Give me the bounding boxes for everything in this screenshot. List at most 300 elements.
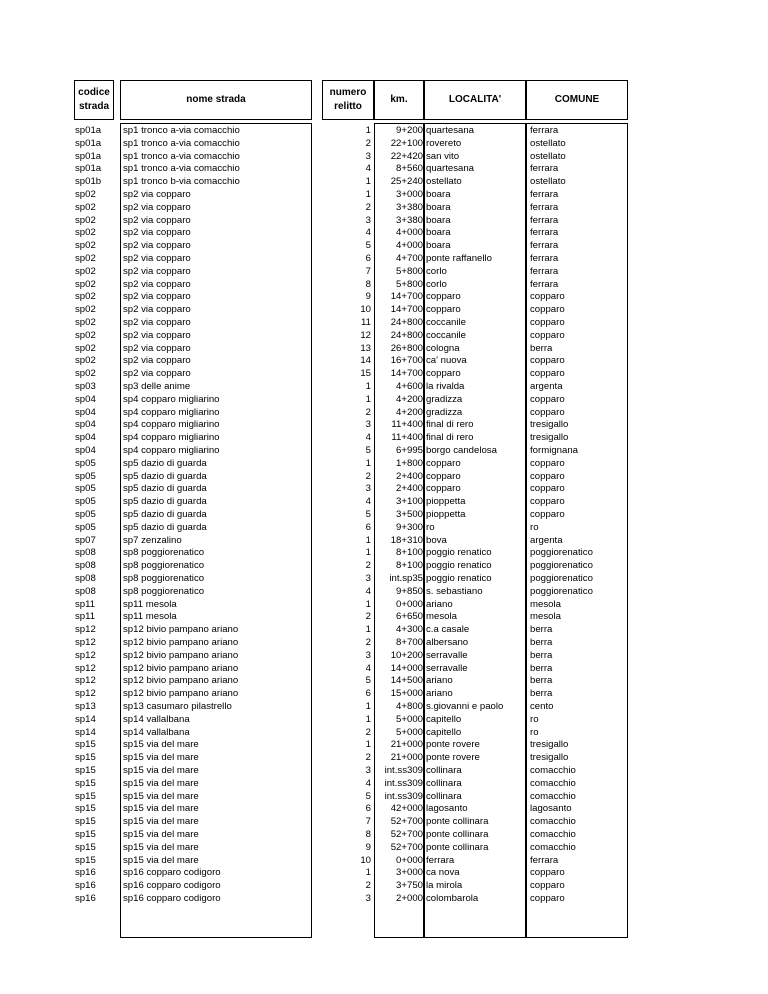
cell-km: 24+800 (390, 317, 423, 328)
cell-codice-strada: sp11 (75, 611, 96, 623)
cell-numero-relitto: 2 (365, 752, 371, 764)
table-row (75, 586, 740, 599)
cell-km: 52+700 (390, 816, 423, 828)
cell-codice-strada: sp15 (75, 803, 96, 815)
table-row (75, 355, 740, 368)
table-row (75, 227, 740, 240)
cell-km: 14+700 (390, 291, 423, 303)
cell-numero-relitto: 8 (365, 829, 371, 840)
table-row (75, 432, 740, 445)
cell-codice-strada: sp15 (75, 816, 96, 828)
table-row (75, 163, 740, 176)
table-row (75, 573, 740, 586)
cell-nome-strada: sp2 via copparo (123, 317, 191, 328)
cell-localita: pioppetta (426, 496, 466, 508)
cell-comune: formignana (530, 445, 578, 456)
cell-codice-strada: sp02 (75, 265, 96, 277)
cell-numero-relitto: 2 (365, 726, 371, 738)
cell-km: 4+200 (396, 406, 423, 418)
cell-numero-relitto: 9 (365, 291, 371, 303)
cell-nome-strada: sp2 via copparo (123, 214, 191, 226)
cell-codice-strada: sp14 (75, 726, 96, 738)
cell-km: 0+000 (396, 854, 423, 866)
cell-localita: ponte collinara (426, 829, 489, 840)
cell-codice-strada: sp16 (75, 893, 96, 904)
cell-km: 8+560 (396, 163, 423, 175)
cell-nome-strada: sp12 bivio pampano ariano (123, 662, 239, 674)
cell-codice-strada: sp11 (75, 598, 96, 610)
cell-comune: ro (530, 726, 539, 738)
cell-km: 8+100 (396, 560, 423, 572)
table-row (75, 240, 740, 253)
table-row (75, 368, 740, 381)
table-row (75, 151, 740, 164)
cell-nome-strada: sp8 poggiorenatico (123, 573, 205, 584)
table-row (75, 304, 740, 317)
cell-nome-strada: sp12 bivio pampano ariano (123, 624, 239, 636)
cell-numero-relitto: 12 (360, 329, 371, 341)
cell-km: 3+500 (396, 509, 423, 520)
cell-codice-strada: sp12 (75, 637, 96, 648)
cell-codice-strada: sp02 (75, 227, 96, 239)
cell-localita: albersano (426, 637, 469, 648)
cell-km: 1+800 (396, 457, 423, 469)
cell-codice-strada: sp01a (75, 137, 102, 149)
cell-comune: mesola (530, 598, 561, 610)
cell-codice-strada: sp04 (75, 419, 96, 431)
cell-km: 10+200 (390, 649, 423, 661)
cell-nome-strada: sp15 via del mare (123, 739, 199, 751)
cell-codice-strada: sp04 (75, 406, 96, 418)
cell-codice-strada: sp02 (75, 368, 96, 380)
cell-codice-strada: sp02 (75, 214, 96, 226)
cell-numero-relitto: 2 (365, 406, 371, 418)
cell-localita: quartesana (426, 163, 475, 175)
cell-comune: copparo (530, 867, 565, 879)
cell-codice-strada: sp12 (75, 675, 96, 687)
table-row (75, 855, 740, 868)
header-numero-relitto (322, 80, 374, 120)
cell-numero-relitto: 1 (365, 189, 371, 200)
cell-km: int.ss309 (384, 790, 423, 802)
cell-comune: tresigallo (530, 752, 569, 764)
cell-comune: ferrara (530, 125, 559, 136)
cell-km: 4+300 (396, 624, 423, 636)
cell-nome-strada: sp8 poggiorenatico (123, 547, 205, 559)
cell-localita: ferrara (426, 854, 455, 866)
cell-numero-relitto: 3 (365, 419, 371, 431)
cell-codice-strada: sp04 (75, 432, 96, 444)
cell-km: 14+500 (390, 675, 423, 687)
table-row (75, 176, 740, 189)
cell-nome-strada: sp15 via del mare (123, 841, 199, 853)
cell-numero-relitto: 14 (360, 355, 371, 367)
table-row (75, 343, 740, 356)
cell-localita: ro (426, 521, 435, 533)
cell-km: 26+800 (390, 342, 423, 354)
cell-numero-relitto: 2 (365, 880, 371, 892)
cell-nome-strada: sp5 dazio di guarda (123, 457, 207, 469)
cell-codice-strada: sp02 (75, 189, 96, 200)
cell-localita: c.a casale (426, 624, 470, 636)
table-row (75, 291, 740, 304)
cell-comune: copparo (530, 329, 565, 341)
cell-comune: berra (530, 624, 553, 636)
cell-nome-strada: sp2 via copparo (123, 342, 191, 354)
cell-numero-relitto: 11 (361, 317, 371, 328)
cell-localita: boara (426, 240, 451, 252)
cell-km: 3+750 (396, 880, 423, 892)
cell-nome-strada: sp16 copparo codigoro (123, 893, 221, 904)
cell-localita: borgo candelosa (426, 445, 497, 456)
cell-localita: boara (426, 189, 451, 200)
cell-numero-relitto: 1 (365, 739, 371, 751)
cell-km: 3+000 (396, 189, 423, 200)
cell-localita: copparo (426, 483, 461, 495)
cell-localita: ostellato (426, 176, 462, 188)
cell-numero-relitto: 5 (365, 445, 371, 456)
cell-numero-relitto: 3 (365, 150, 371, 162)
table-row (75, 547, 740, 560)
cell-km: 52+700 (390, 841, 423, 853)
cell-numero-relitto: 10 (360, 854, 371, 866)
cell-comune: ferrara (530, 265, 559, 277)
table-row (75, 714, 740, 727)
cell-comune: lagosanto (530, 803, 572, 815)
table-row (75, 816, 740, 829)
cell-km: 4+800 (396, 701, 423, 712)
cell-nome-strada: sp15 via del mare (123, 854, 199, 866)
table-row (75, 611, 740, 624)
cell-nome-strada: sp15 via del mare (123, 790, 199, 802)
cell-codice-strada: sp05 (75, 521, 96, 533)
cell-km: 4+700 (396, 253, 423, 264)
cell-numero-relitto: 1 (365, 701, 371, 712)
cell-km: 5+000 (396, 726, 423, 738)
cell-km: int.sp35 (389, 573, 423, 584)
cell-nome-strada: sp8 poggiorenatico (123, 585, 205, 597)
header-km-label: km. (390, 94, 408, 105)
cell-localita: copparo (426, 457, 461, 469)
cell-km: 25+240 (390, 176, 423, 188)
cell-numero-relitto: 6 (365, 688, 371, 700)
cell-localita: cologna (426, 342, 460, 354)
cell-km: 4+200 (396, 393, 423, 405)
cell-nome-strada: sp4 copparo migliarino (123, 445, 220, 456)
table-row (75, 701, 740, 714)
cell-codice-strada: sp01a (75, 125, 102, 136)
cell-codice-strada: sp03 (75, 381, 96, 392)
cell-localita: lagosanto (426, 803, 468, 815)
cell-numero-relitto: 2 (365, 137, 371, 149)
cell-codice-strada: sp02 (75, 355, 96, 367)
table-row (75, 599, 740, 612)
cell-numero-relitto: 6 (365, 521, 371, 533)
header-codice-line2: strada (78, 101, 109, 112)
cell-localita: boara (426, 214, 451, 226)
table-row (75, 458, 740, 471)
cell-numero-relitto: 4 (365, 163, 371, 175)
cell-nome-strada: sp3 delle anime (123, 381, 191, 392)
cell-localita: rovereto (426, 137, 462, 149)
cell-localita: copparo (426, 291, 461, 303)
cell-nome-strada: sp2 via copparo (123, 240, 191, 252)
cell-nome-strada: sp15 via del mare (123, 777, 199, 789)
cell-nome-strada: sp2 via copparo (123, 227, 191, 239)
table-row (75, 125, 740, 138)
table-row (75, 535, 740, 548)
cell-comune: tresigallo (530, 432, 569, 444)
table-row (75, 842, 740, 855)
cell-comune: poggiorenatico (530, 547, 593, 559)
cell-km: 4+000 (396, 240, 423, 252)
cell-km: 5+800 (396, 278, 423, 290)
table-row (75, 727, 740, 740)
cell-comune: berra (530, 342, 553, 354)
table-row (75, 675, 740, 688)
table-row (75, 880, 740, 893)
cell-numero-relitto: 4 (365, 227, 371, 239)
cell-localita: poggio renatico (426, 547, 492, 559)
cell-codice-strada: sp01a (75, 163, 102, 175)
cell-localita: copparo (426, 304, 461, 316)
cell-km: 9+300 (396, 521, 423, 533)
cell-codice-strada: sp08 (75, 585, 96, 597)
cell-localita: serravalle (426, 662, 468, 674)
cell-codice-strada: sp05 (75, 496, 96, 508)
table-row (75, 138, 740, 151)
cell-comune: copparo (530, 483, 565, 495)
cell-numero-relitto: 1 (365, 457, 371, 469)
cell-localita: final di rero (426, 432, 474, 444)
cell-nome-strada: sp2 via copparo (123, 291, 191, 303)
cell-comune: ro (530, 713, 539, 725)
cell-numero-relitto: 1 (365, 176, 371, 188)
header-numero-line1: numero (329, 87, 367, 98)
cell-localita: capitello (426, 713, 462, 725)
cell-nome-strada: sp8 poggiorenatico (123, 560, 205, 572)
table-row (75, 445, 740, 458)
cell-nome-strada: sp1 tronco a-via comacchio (123, 137, 240, 149)
table-row (75, 803, 740, 816)
cell-nome-strada: sp5 dazio di guarda (123, 496, 207, 508)
cell-comune: cento (530, 701, 554, 712)
cell-comune: comacchio (530, 829, 576, 840)
cell-comune: ferrara (530, 278, 559, 290)
cell-localita: ca' nuova (426, 355, 467, 367)
cell-km: 16+700 (390, 355, 423, 367)
cell-comune: berra (530, 688, 553, 700)
cell-numero-relitto: 8 (365, 278, 371, 290)
cell-comune: copparo (530, 368, 565, 380)
cell-localita: boara (426, 227, 451, 239)
cell-codice-strada: sp08 (75, 573, 96, 584)
cell-km: int.ss309 (384, 777, 423, 789)
cell-localita: coccanile (426, 329, 466, 341)
cell-localita: la mirola (426, 880, 463, 892)
cell-comune: mesola (530, 611, 561, 623)
cell-km: 3+000 (396, 867, 423, 879)
cell-km: 6+650 (396, 611, 423, 623)
table-row (75, 791, 740, 804)
cell-comune: berra (530, 637, 553, 648)
cell-localita: pioppetta (426, 509, 466, 520)
cell-numero-relitto: 2 (365, 201, 371, 213)
cell-comune: copparo (530, 304, 565, 316)
cell-codice-strada: sp15 (75, 777, 96, 789)
header-numero-line2: relitto (334, 101, 362, 112)
cell-comune: poggiorenatico (530, 573, 593, 584)
cell-numero-relitto: 6 (365, 253, 371, 264)
cell-comune: ferrara (530, 253, 559, 264)
cell-comune: ostellato (530, 137, 566, 149)
cell-nome-strada: sp4 copparo migliarino (123, 432, 220, 444)
cell-km: 5+000 (396, 713, 423, 725)
cell-localita: ponte collinara (426, 841, 489, 853)
cell-localita: ariano (426, 688, 453, 700)
cell-km: 4+000 (396, 227, 423, 239)
cell-comune: copparo (530, 406, 565, 418)
cell-nome-strada: sp4 copparo migliarino (123, 406, 220, 418)
cell-codice-strada: sp02 (75, 329, 96, 341)
cell-localita: s.giovanni e paolo (426, 701, 504, 712)
cell-numero-relitto: 1 (365, 598, 371, 610)
cell-nome-strada: sp5 dazio di guarda (123, 483, 207, 495)
cell-km: 9+850 (396, 585, 423, 597)
cell-comune: ostellato (530, 176, 566, 188)
cell-nome-strada: sp15 via del mare (123, 752, 199, 764)
cell-comune: poggiorenatico (530, 560, 593, 572)
header-nome-label: nome strada (186, 94, 246, 105)
cell-km: 52+700 (390, 829, 423, 840)
cell-nome-strada: sp12 bivio pampano ariano (123, 675, 239, 687)
cell-nome-strada: sp4 copparo migliarino (123, 419, 220, 431)
table-row (75, 893, 740, 906)
cell-comune: copparo (530, 470, 565, 482)
cell-localita: corlo (426, 265, 447, 277)
cell-km: 8+700 (396, 637, 423, 648)
cell-numero-relitto: 1 (365, 547, 371, 559)
cell-comune: berra (530, 675, 553, 687)
cell-km: 18+310 (390, 534, 423, 546)
table-row (75, 509, 740, 522)
table-row (75, 215, 740, 228)
cell-nome-strada: sp15 via del mare (123, 829, 199, 840)
table-row (75, 624, 740, 637)
cell-codice-strada: sp15 (75, 854, 96, 866)
cell-localita: copparo (426, 470, 461, 482)
cell-comune: comacchio (530, 777, 576, 789)
cell-nome-strada: sp2 via copparo (123, 189, 191, 200)
cell-comune: ferrara (530, 214, 559, 226)
table-row (75, 778, 740, 791)
cell-comune: argenta (530, 534, 563, 546)
cell-codice-strada: sp02 (75, 278, 96, 290)
cell-codice-strada: sp12 (75, 688, 96, 700)
cell-codice-strada: sp16 (75, 867, 96, 879)
cell-codice-strada: sp15 (75, 765, 96, 776)
cell-codice-strada: sp01b (75, 176, 102, 188)
cell-nome-strada: sp2 via copparo (123, 304, 191, 316)
cell-numero-relitto: 2 (365, 470, 371, 482)
cell-localita: copparo (426, 368, 461, 380)
cell-numero-relitto: 9 (365, 841, 371, 853)
table-row (75, 202, 740, 215)
cell-km: 21+000 (390, 739, 423, 751)
cell-comune: ferrara (530, 189, 559, 200)
cell-numero-relitto: 1 (365, 125, 371, 136)
cell-comune: ostellato (530, 150, 566, 162)
cell-numero-relitto: 3 (365, 483, 371, 495)
cell-comune: ferrara (530, 227, 559, 239)
cell-localita: final di rero (426, 419, 474, 431)
cell-km: 22+420 (390, 150, 423, 162)
table-row (75, 867, 740, 880)
cell-numero-relitto: 2 (365, 560, 371, 572)
cell-km: 24+800 (390, 329, 423, 341)
cell-km: 11+400 (391, 432, 423, 444)
cell-nome-strada: sp2 via copparo (123, 368, 191, 380)
cell-nome-strada: sp12 bivio pampano ariano (123, 688, 239, 700)
table-row (75, 560, 740, 573)
cell-localita: quartesana (426, 125, 475, 136)
cell-numero-relitto: 1 (365, 713, 371, 725)
cell-comune: ferrara (530, 201, 559, 213)
cell-comune: ro (530, 521, 539, 533)
cell-localita: poggio renatico (426, 573, 492, 584)
cell-localita: coccanile (426, 317, 466, 328)
cell-nome-strada: sp12 bivio pampano ariano (123, 637, 239, 648)
table-row (75, 829, 740, 842)
cell-numero-relitto: 3 (365, 893, 371, 904)
cell-comune: copparo (530, 355, 565, 367)
cell-numero-relitto: 3 (365, 765, 371, 776)
cell-numero-relitto: 6 (365, 803, 371, 815)
cell-nome-strada: sp1 tronco a-via comacchio (123, 163, 240, 175)
table-row (75, 330, 740, 343)
cell-comune: ferrara (530, 240, 559, 252)
cell-numero-relitto: 1 (365, 534, 371, 546)
cell-numero-relitto: 7 (365, 265, 371, 277)
cell-nome-strada: sp11 mesola (123, 598, 177, 610)
header-nome-strada (120, 80, 312, 120)
cell-comune: comacchio (530, 765, 576, 776)
cell-codice-strada: sp15 (75, 790, 96, 802)
cell-km: 0+000 (396, 598, 423, 610)
header-codice-strada (74, 80, 114, 120)
cell-nome-strada: sp1 tronco b-via comacchio (123, 176, 240, 188)
table-row (75, 765, 740, 778)
cell-localita: corlo (426, 278, 447, 290)
cell-nome-strada: sp12 bivio pampano ariano (123, 649, 239, 661)
cell-codice-strada: sp01a (75, 150, 102, 162)
cell-localita: ponte raffanello (426, 253, 492, 264)
cell-km: 15+000 (390, 688, 423, 700)
cell-nome-strada: sp5 dazio di guarda (123, 470, 207, 482)
table-row (75, 483, 740, 496)
cell-comune: copparo (530, 509, 565, 520)
header-localita (424, 80, 526, 120)
cell-nome-strada: sp15 via del mare (123, 803, 199, 815)
cell-nome-strada: sp2 via copparo (123, 355, 191, 367)
cell-nome-strada: sp5 dazio di guarda (123, 521, 207, 533)
cell-nome-strada: sp4 copparo migliarino (123, 393, 220, 405)
cell-codice-strada: sp02 (75, 304, 96, 316)
cell-km: 14+700 (390, 304, 423, 316)
cell-comune: ferrara (530, 163, 559, 175)
cell-localita: ca nova (426, 867, 460, 879)
cell-km: 6+995 (396, 445, 423, 456)
